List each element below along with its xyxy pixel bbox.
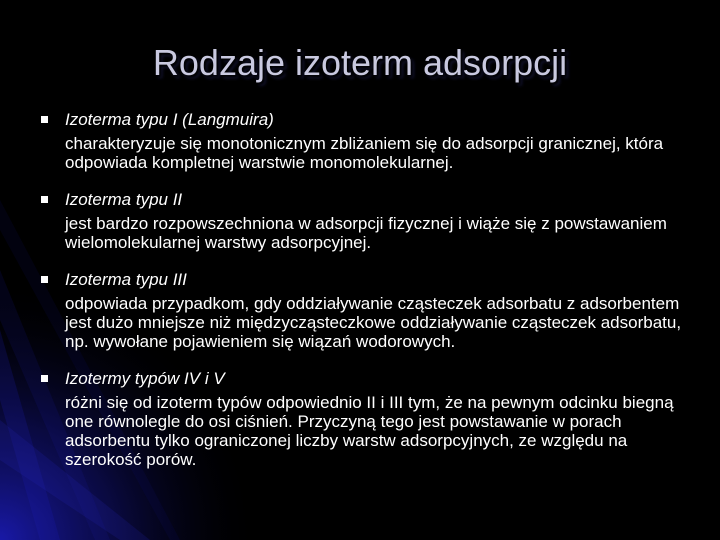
item-heading-row xyxy=(38,270,698,290)
item-heading: Izoterma typu II xyxy=(65,190,183,209)
list-item xyxy=(38,369,698,469)
slide-title: Rodzaje izoterm adsorpcji xyxy=(152,42,568,83)
list-item xyxy=(38,110,698,172)
item-description: charakteryzuje się monotonicznym zbliżaniem się do adsorpcji granicznej, która odpowiada kompletnej warstwie monomolekularnej. xyxy=(65,134,664,172)
item-description: jest bardzo rozpowszechniona w adsorpcji fizycznej i wiąże się z powstawaniem wielomolekularnej warstwy adsorpcyjnej. xyxy=(65,214,667,252)
item-heading: Izoterma typu I (Langmuira) xyxy=(65,110,274,129)
item-description: różni się od izoterm typów odpowiednio II i III tym, że na pewnym odcinku biegną one równolegle do osi ciśnień. Przyczyną tego jest powstawanie w porach adsorbentu tylko ograniczonej liczby warstw adsorpcyjnych, ze względu na szerokość porów. xyxy=(65,393,674,469)
item-heading-row xyxy=(38,369,698,389)
square-bullet-icon xyxy=(41,196,48,203)
list-item xyxy=(38,270,698,351)
square-bullet-icon xyxy=(41,116,48,123)
list-item xyxy=(38,190,698,252)
item-heading: Izotermy typów IV i V xyxy=(65,369,225,388)
item-heading-row xyxy=(38,190,698,210)
slide-content xyxy=(38,110,698,469)
square-bullet-icon xyxy=(41,276,48,283)
item-heading-row xyxy=(38,110,698,130)
item-description: odpowiada przypadkom, gdy oddziaływanie cząsteczek adsorbatu z adsorbentem jest dużo mniejsze niż międzycząsteczkowe oddziaływanie cząsteczek adsorbatu, np. wywołane pojawieniem się wiązań wodorowych. xyxy=(65,294,682,351)
square-bullet-icon xyxy=(41,375,48,382)
item-heading: Izoterma typu III xyxy=(65,270,187,289)
